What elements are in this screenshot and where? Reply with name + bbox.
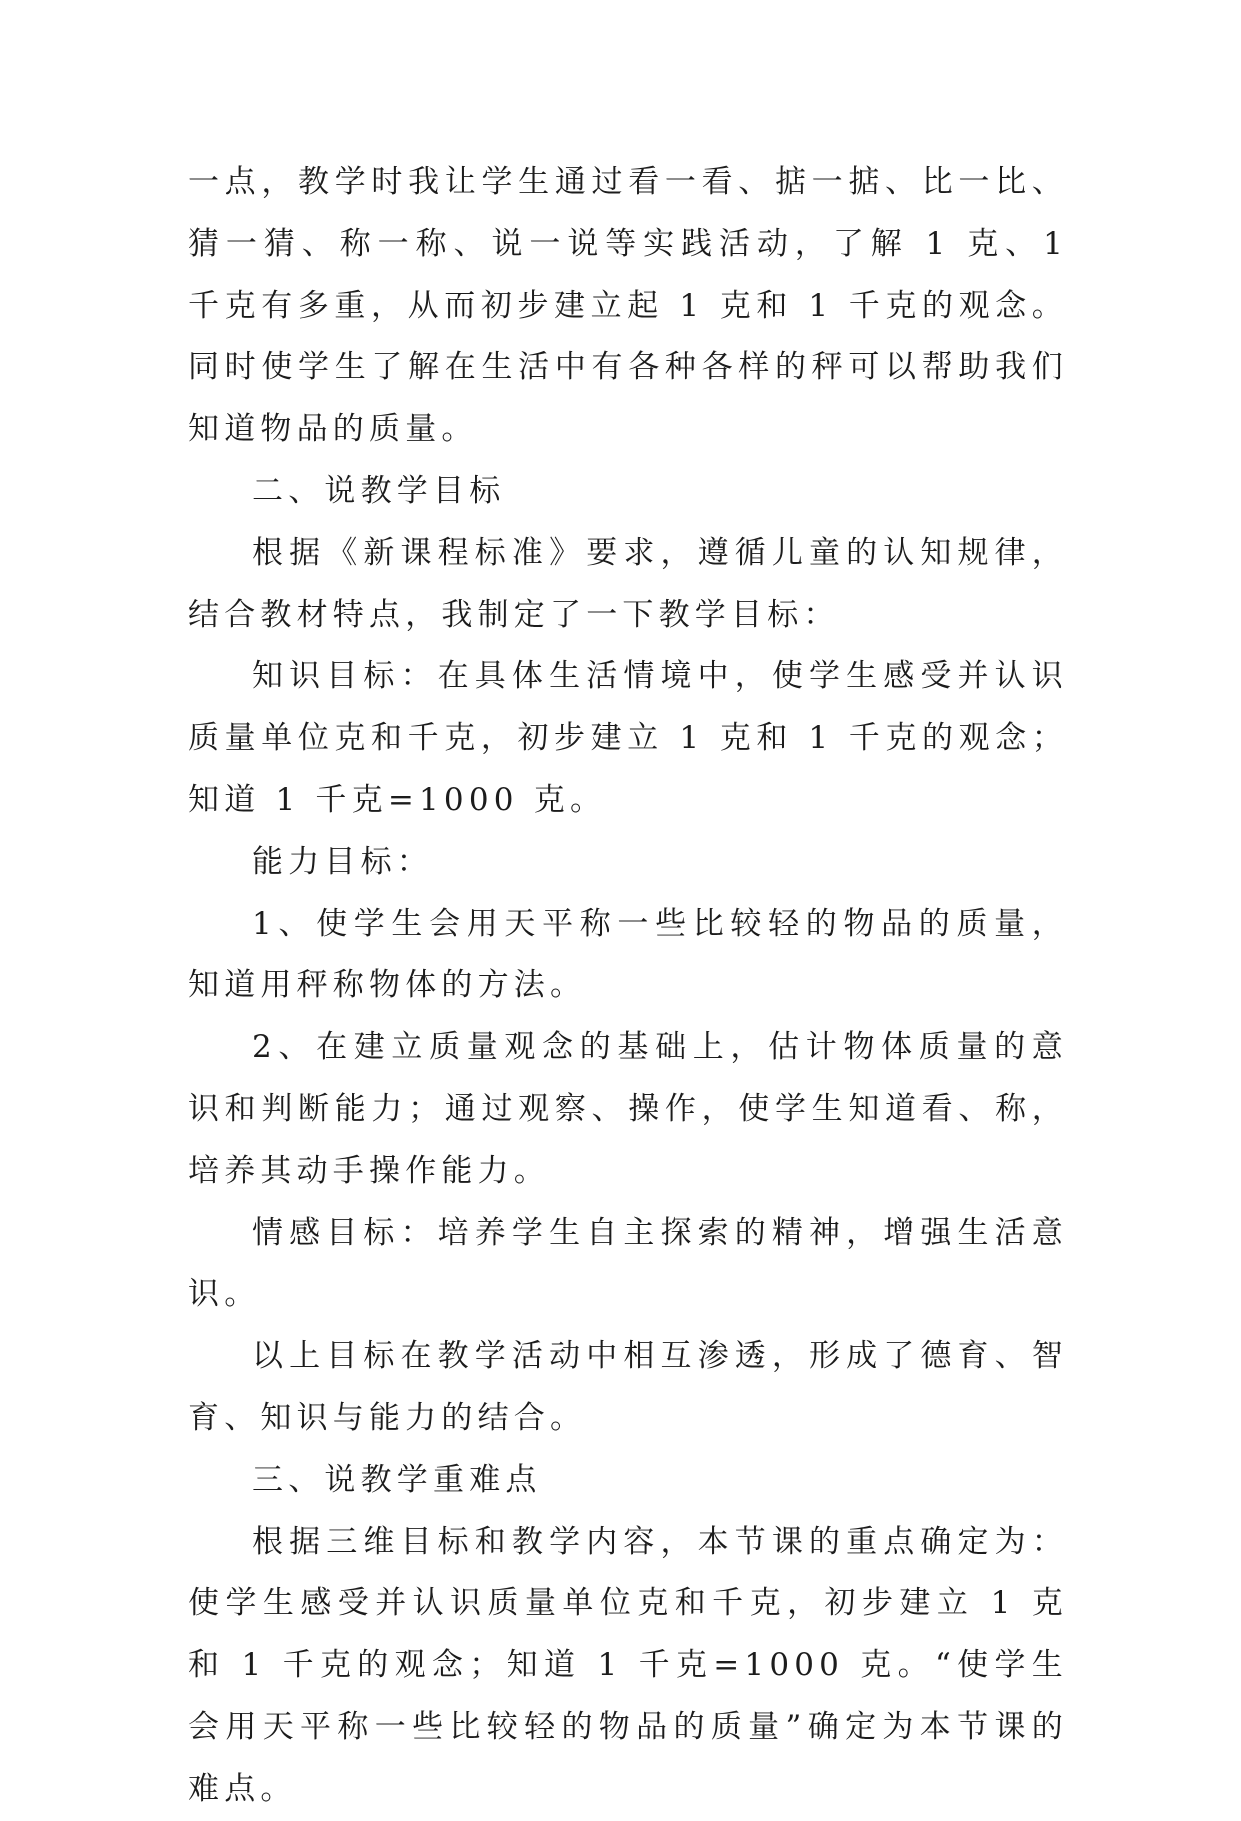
paragraph-ability-goal-heading: 能力目标：	[252, 843, 433, 880]
paragraph-ability-goal-1: 1、使学生会用天平称一些比较轻的物品的质量，知道用秤称物体的方法。	[188, 905, 1068, 1004]
paragraph-intro-continuation: 一点，教学时我让学生通过看一看、掂一掂、比一比、猜一猜、称一称、说一说等实践活动，了解 1 克、1 千克有多重，从而初步建立起 1 克和 1 千克的观念。同时使学生了解在生活中有各种各样的秤可以帮助我们知道物品的质量。	[188, 164, 1068, 448]
document-body	[188, 152, 1068, 1821]
paragraph-goals-summary: 以上目标在教学活动中相互渗透，形成了德育、智育、知识与能力的结合。	[188, 1338, 1068, 1436]
section-heading-key-difficult-points: 三、说教学重难点	[252, 1461, 542, 1498]
paragraph-ability-goal-2: 2、在建立质量观念的基础上，估计物体质量的意识和判断能力；通过观察、操作，使学生知道看、称，培养其动手操作能力。	[188, 1029, 1068, 1189]
section-heading-teaching-goals: 二、说教学目标	[252, 472, 506, 509]
paragraph-key-difficult-points: 根据三维目标和教学内容，本节课的重点确定为：使学生感受并认识质量单位克和千克，初步建立 1 克和 1 千克的观念；知道 1 千克=1000 克。“使学生会用天平称一些比较轻的物品的质量”确定为本节课的难点。	[188, 1523, 1068, 1807]
paragraph-emotion-goal: 情感目标：培养学生自主探索的精神，增强生活意识。	[188, 1214, 1068, 1313]
paragraph-knowledge-goal: 知识目标：在具体生活情境中，使学生感受并认识质量单位克和千克，初步建立 1 克和 1 千克的观念；知道 1 千克=1000 克。	[188, 658, 1068, 818]
paragraph-goals-basis: 根据《新课程标准》要求，遵循儿童的认知规律，结合教材特点，我制定了一下教学目标：	[188, 534, 1068, 633]
